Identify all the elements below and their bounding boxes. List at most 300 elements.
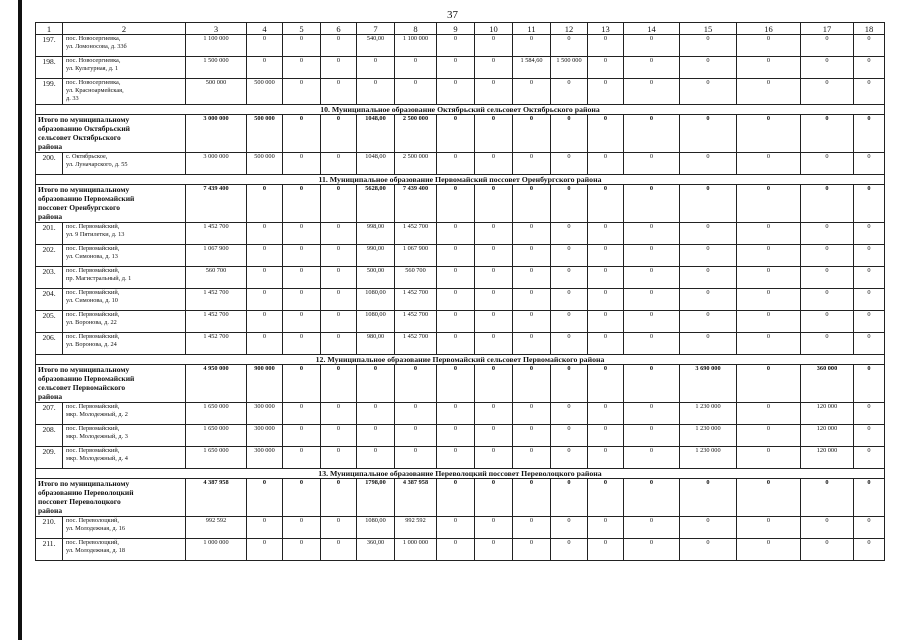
row-number: 209. — [36, 446, 63, 468]
value-cell: 0 — [737, 222, 801, 244]
value-cell: 0 — [247, 244, 283, 266]
subtotal-row — [36, 364, 885, 402]
value-cell: 3 000 000 — [186, 114, 247, 152]
row-number: 198. — [36, 57, 63, 79]
value-cell: 1048,00 — [357, 114, 395, 152]
value-cell: 1 584,60 — [513, 57, 551, 79]
value-cell: 0 — [624, 57, 680, 79]
value-cell: 1 500 000 — [186, 57, 247, 79]
value-cell: 0 — [475, 332, 513, 354]
value-cell: 1 100 000 — [186, 35, 247, 57]
column-number-cell: 4 — [247, 23, 283, 35]
table-row — [36, 402, 885, 424]
value-cell: 0 — [624, 79, 680, 105]
value-cell: 0 — [321, 244, 357, 266]
value-cell: 0 — [588, 364, 624, 402]
row-number: 208. — [36, 424, 63, 446]
address-line: ул. Красноармейская, — [66, 87, 124, 95]
value-cell: 0 — [854, 446, 885, 468]
subtotal-label-line: образованию Октябрьский — [38, 123, 130, 133]
address-cell — [63, 244, 186, 266]
value-cell: 0 — [680, 310, 737, 332]
value-cell: 0 — [588, 57, 624, 79]
table-row — [36, 35, 885, 57]
subtotal-label-line: Итого по муниципальному — [38, 364, 130, 374]
value-cell: 990,00 — [357, 244, 395, 266]
subtotal-label-line: района — [38, 141, 63, 151]
value-cell: 0 — [475, 79, 513, 105]
address-line: пос. Новосергиевка, — [66, 57, 121, 64]
value-cell: 0 — [854, 152, 885, 174]
value-cell: 0 — [854, 114, 885, 152]
value-cell: 0 — [551, 332, 588, 354]
value-cell: 0 — [513, 184, 551, 222]
value-cell: 0 — [680, 538, 737, 560]
value-cell: 0 — [588, 516, 624, 538]
address-line: пос. Новосергиевка, — [66, 35, 121, 42]
address-line: мкр. Молодежный, д. 2 — [66, 410, 128, 418]
value-cell: 0 — [395, 364, 437, 402]
value-cell: 0 — [624, 364, 680, 402]
value-cell: 0 — [437, 184, 475, 222]
value-cell: 0 — [854, 424, 885, 446]
table-row — [36, 538, 885, 560]
value-cell: 0 — [624, 478, 680, 516]
column-number-cell: 8 — [395, 23, 437, 35]
value-cell: 0 — [588, 446, 624, 468]
value-cell: 0 — [475, 478, 513, 516]
value-cell: 0 — [551, 114, 588, 152]
value-cell: 0 — [247, 266, 283, 288]
value-cell: 0 — [437, 446, 475, 468]
address-line: пос. Первомайский, — [66, 266, 120, 274]
value-cell: 0 — [321, 152, 357, 174]
value-cell: 3 690 000 — [680, 364, 737, 402]
value-cell: 0 — [437, 538, 475, 560]
value-cell: 0 — [624, 516, 680, 538]
value-cell: 998,00 — [357, 222, 395, 244]
value-cell: 1 452 700 — [186, 288, 247, 310]
value-cell: 0 — [801, 266, 854, 288]
value-cell: 0 — [475, 446, 513, 468]
section-title: 13. Муниципальное образование Переволоцкий поссовет Переволоцкого района — [36, 468, 885, 478]
value-cell: 0 — [854, 288, 885, 310]
value-cell: 0 — [437, 79, 475, 105]
value-cell: 0 — [588, 152, 624, 174]
value-cell: 0 — [247, 310, 283, 332]
address-line: пос. Новосергиевка, — [66, 79, 121, 86]
value-cell: 0 — [624, 332, 680, 354]
table-row — [36, 152, 885, 174]
value-cell: 0 — [475, 364, 513, 402]
value-cell: 0 — [854, 35, 885, 57]
value-cell: 1 650 000 — [186, 424, 247, 446]
value-cell: 0 — [437, 222, 475, 244]
value-cell: 0 — [475, 152, 513, 174]
value-cell: 0 — [437, 244, 475, 266]
value-cell: 0 — [801, 35, 854, 57]
address-line: ул. Луначарского, д. 55 — [66, 160, 128, 168]
value-cell: 120 000 — [801, 446, 854, 468]
column-number-row — [36, 23, 885, 35]
value-cell: 0 — [551, 244, 588, 266]
column-number-cell: 17 — [801, 23, 854, 35]
column-number-cell: 3 — [186, 23, 247, 35]
section-title: 11. Муниципальное образование Первомайский поссовет Оренбургского района — [36, 174, 885, 184]
address-line: ул. Воронова, д. 24 — [66, 340, 117, 348]
value-cell: 0 — [283, 184, 321, 222]
value-cell: 0 — [801, 222, 854, 244]
value-cell: 1080,00 — [357, 288, 395, 310]
value-cell: 0 — [513, 266, 551, 288]
value-cell: 0 — [513, 79, 551, 105]
address-line: пос. Переволоцкий, — [66, 516, 119, 524]
value-cell: 1 452 700 — [395, 310, 437, 332]
value-cell: 1080,00 — [357, 516, 395, 538]
value-cell: 1 452 700 — [186, 310, 247, 332]
value-cell: 0 — [680, 222, 737, 244]
value-cell: 0 — [680, 114, 737, 152]
value-cell: 0 — [475, 516, 513, 538]
row-number: 211. — [36, 538, 63, 560]
register-table — [35, 22, 885, 561]
value-cell: 0 — [737, 478, 801, 516]
value-cell: 0 — [437, 364, 475, 402]
value-cell: 4 950 000 — [186, 364, 247, 402]
value-cell: 5628,00 — [357, 184, 395, 222]
value-cell: 0 — [680, 35, 737, 57]
address-cell — [63, 310, 186, 332]
value-cell: 360,00 — [357, 538, 395, 560]
value-cell: 500 000 — [247, 79, 283, 105]
value-cell: 0 — [513, 332, 551, 354]
value-cell: 0 — [513, 244, 551, 266]
value-cell: 0 — [737, 266, 801, 288]
value-cell: 0 — [437, 152, 475, 174]
value-cell: 0 — [801, 114, 854, 152]
value-cell: 0 — [321, 538, 357, 560]
value-cell: 1 067 900 — [395, 244, 437, 266]
value-cell: 0 — [247, 516, 283, 538]
value-cell: 0 — [801, 516, 854, 538]
value-cell: 0 — [588, 310, 624, 332]
value-cell: 0 — [321, 266, 357, 288]
value-cell: 0 — [854, 266, 885, 288]
value-cell: 0 — [624, 35, 680, 57]
value-cell: 0 — [321, 424, 357, 446]
value-cell: 0 — [513, 478, 551, 516]
value-cell: 0 — [513, 35, 551, 57]
value-cell: 0 — [513, 364, 551, 402]
value-cell: 0 — [588, 244, 624, 266]
value-cell: 0 — [624, 288, 680, 310]
value-cell: 0 — [551, 446, 588, 468]
table-row — [36, 222, 885, 244]
value-cell: 0 — [475, 222, 513, 244]
address-line: с. Октябрьское, — [66, 152, 108, 160]
value-cell: 0 — [357, 57, 395, 79]
value-cell: 500 000 — [186, 79, 247, 105]
value-cell: 0 — [513, 402, 551, 424]
value-cell: 0 — [737, 332, 801, 354]
value-cell: 7 439 400 — [186, 184, 247, 222]
value-cell: 0 — [801, 310, 854, 332]
value-cell: 0 — [801, 79, 854, 105]
value-cell: 0 — [737, 424, 801, 446]
value-cell: 2 500 000 — [395, 114, 437, 152]
value-cell: 0 — [551, 184, 588, 222]
subtotal-label-line: Итого по муниципальному — [38, 478, 130, 488]
value-cell: 0 — [395, 79, 437, 105]
value-cell: 0 — [737, 57, 801, 79]
subtotal-label-line: Итого по муниципальному — [38, 184, 130, 194]
address-line: ул. Культурная, д. 1 — [66, 65, 119, 73]
subtotal-label-line: образованию Первомайский — [38, 373, 135, 383]
address-line: пос. Первомайский, — [66, 332, 120, 340]
value-cell: 0 — [624, 152, 680, 174]
subtotal-row — [36, 184, 885, 222]
value-cell: 1 500 000 — [551, 57, 588, 79]
address-line: ул. Симонова, д. 13 — [66, 252, 118, 260]
value-cell: 0 — [737, 364, 801, 402]
value-cell: 0 — [437, 35, 475, 57]
value-cell: 0 — [680, 332, 737, 354]
value-cell: 0 — [283, 244, 321, 266]
value-cell: 0 — [395, 446, 437, 468]
address-cell — [63, 266, 186, 288]
value-cell: 1 452 700 — [395, 222, 437, 244]
address-line: ул. Симонова, д. 10 — [66, 296, 118, 304]
value-cell: 0 — [283, 152, 321, 174]
value-cell: 0 — [737, 152, 801, 174]
value-cell: 0 — [395, 57, 437, 79]
value-cell: 0 — [513, 424, 551, 446]
value-cell: 1 100 000 — [395, 35, 437, 57]
value-cell: 360 000 — [801, 364, 854, 402]
value-cell: 2 500 000 — [395, 152, 437, 174]
value-cell: 0 — [357, 402, 395, 424]
value-cell: 0 — [801, 288, 854, 310]
value-cell: 1 230 000 — [680, 446, 737, 468]
subtotal-label — [36, 364, 186, 402]
value-cell: 0 — [737, 538, 801, 560]
value-cell: 0 — [513, 222, 551, 244]
value-cell: 0 — [247, 222, 283, 244]
value-cell: 0 — [624, 184, 680, 222]
value-cell: 0 — [737, 184, 801, 222]
row-number: 205. — [36, 310, 63, 332]
value-cell: 0 — [475, 310, 513, 332]
value-cell: 0 — [854, 57, 885, 79]
subtotal-label-line: сельсовет Октябрьского — [38, 132, 121, 142]
value-cell: 7 439 400 — [395, 184, 437, 222]
column-number-cell: 7 — [357, 23, 395, 35]
value-cell: 0 — [437, 310, 475, 332]
value-cell: 0 — [680, 152, 737, 174]
value-cell: 0 — [475, 57, 513, 79]
value-cell: 0 — [475, 538, 513, 560]
value-cell: 0 — [551, 35, 588, 57]
section-header-row — [36, 468, 885, 478]
value-cell: 1 000 000 — [395, 538, 437, 560]
value-cell: 0 — [247, 184, 283, 222]
value-cell: 0 — [588, 478, 624, 516]
value-cell: 1 452 700 — [395, 288, 437, 310]
subtotal-label — [36, 478, 186, 516]
value-cell: 0 — [475, 266, 513, 288]
value-cell: 0 — [854, 364, 885, 402]
value-cell: 980,00 — [357, 332, 395, 354]
value-cell: 0 — [437, 424, 475, 446]
table-row — [36, 446, 885, 468]
value-cell: 0 — [854, 332, 885, 354]
value-cell: 0 — [551, 310, 588, 332]
address-line: ул. Воронова, д. 22 — [66, 318, 117, 326]
value-cell: 0 — [737, 446, 801, 468]
value-cell: 0 — [283, 402, 321, 424]
value-cell: 0 — [680, 516, 737, 538]
value-cell: 560 700 — [395, 266, 437, 288]
value-cell: 0 — [283, 57, 321, 79]
value-cell: 0 — [588, 266, 624, 288]
column-number-cell: 9 — [437, 23, 475, 35]
row-number: 200. — [36, 152, 63, 174]
value-cell: 0 — [588, 35, 624, 57]
address-cell — [63, 35, 186, 57]
subtotal-label-line: района — [38, 505, 63, 515]
value-cell: 0 — [680, 244, 737, 266]
value-cell: 0 — [680, 266, 737, 288]
address-line: пр. Магистральный, д. 1 — [66, 274, 132, 282]
value-cell: 300 000 — [247, 402, 283, 424]
subtotal-label-line: сельсовет Первомайского — [38, 382, 126, 392]
column-number-cell: 10 — [475, 23, 513, 35]
value-cell: 0 — [854, 184, 885, 222]
column-number-cell: 13 — [588, 23, 624, 35]
section-title: 10. Муниципальное образование Октябрьский сельсовет Октябрьского района — [36, 104, 885, 114]
value-cell: 0 — [854, 402, 885, 424]
value-cell: 0 — [551, 424, 588, 446]
value-cell: 0 — [437, 402, 475, 424]
address-line: пос. Переволоцкий, — [66, 538, 119, 546]
subtotal-label-line: Итого по муниципальному — [38, 114, 130, 124]
value-cell: 0 — [513, 288, 551, 310]
value-cell: 560 700 — [186, 266, 247, 288]
column-number-cell: 12 — [551, 23, 588, 35]
value-cell: 992 592 — [395, 516, 437, 538]
column-number-cell: 6 — [321, 23, 357, 35]
value-cell: 0 — [680, 79, 737, 105]
value-cell: 0 — [247, 478, 283, 516]
subtotal-label — [36, 114, 186, 152]
subtotal-row — [36, 478, 885, 516]
row-number: 203. — [36, 266, 63, 288]
value-cell: 0 — [357, 446, 395, 468]
column-number-cell: 5 — [283, 23, 321, 35]
value-cell: 0 — [357, 79, 395, 105]
value-cell: 0 — [854, 538, 885, 560]
value-cell: 0 — [321, 57, 357, 79]
value-cell: 1 650 000 — [186, 446, 247, 468]
value-cell: 0 — [321, 79, 357, 105]
value-cell: 0 — [588, 332, 624, 354]
value-cell: 0 — [588, 538, 624, 560]
address-line: пос. Первомайский, — [66, 244, 120, 252]
address-line: ул. 9 Пятилетки, д. 13 — [66, 230, 125, 238]
value-cell: 0 — [737, 79, 801, 105]
value-cell: 120 000 — [801, 424, 854, 446]
address-cell — [63, 538, 186, 560]
value-cell: 0 — [551, 402, 588, 424]
value-cell: 0 — [680, 478, 737, 516]
address-line: д. 33 — [66, 95, 79, 103]
column-number-cell: 18 — [854, 23, 885, 35]
subtotal-label-line: поссовет Оренбургского — [38, 202, 120, 212]
value-cell: 1 000 000 — [186, 538, 247, 560]
row-number: 207. — [36, 402, 63, 424]
column-number-cell: 15 — [680, 23, 737, 35]
subtotal-label-line: района — [38, 211, 63, 221]
value-cell: 0 — [680, 57, 737, 79]
value-cell: 0 — [551, 152, 588, 174]
value-cell: 0 — [321, 35, 357, 57]
value-cell: 0 — [283, 364, 321, 402]
column-number-cell: 16 — [737, 23, 801, 35]
value-cell: 0 — [737, 244, 801, 266]
row-number: 197. — [36, 35, 63, 57]
table-row — [36, 57, 885, 79]
section-header-row — [36, 354, 885, 364]
value-cell: 0 — [247, 57, 283, 79]
value-cell: 0 — [283, 478, 321, 516]
value-cell: 0 — [801, 184, 854, 222]
value-cell: 0 — [737, 516, 801, 538]
value-cell: 0 — [513, 310, 551, 332]
value-cell: 0 — [854, 79, 885, 105]
value-cell: 0 — [624, 114, 680, 152]
address-line: мкр. Молодежный, д. 3 — [66, 432, 128, 440]
address-cell — [63, 288, 186, 310]
value-cell: 0 — [737, 288, 801, 310]
value-cell: 0 — [321, 114, 357, 152]
value-cell: 0 — [854, 222, 885, 244]
value-cell: 0 — [624, 222, 680, 244]
value-cell: 0 — [437, 478, 475, 516]
address-cell — [63, 402, 186, 424]
value-cell: 0 — [737, 35, 801, 57]
value-cell: 0 — [475, 114, 513, 152]
value-cell: 0 — [551, 516, 588, 538]
value-cell: 1048,00 — [357, 152, 395, 174]
value-cell: 0 — [854, 478, 885, 516]
value-cell: 0 — [475, 424, 513, 446]
value-cell: 540,00 — [357, 35, 395, 57]
value-cell: 0 — [854, 310, 885, 332]
subtotal-label-line: поссовет Переволоцкого — [38, 496, 121, 506]
value-cell: 0 — [321, 478, 357, 516]
address-cell — [63, 446, 186, 468]
value-cell: 0 — [624, 402, 680, 424]
value-cell: 3 000 000 — [186, 152, 247, 174]
value-cell: 0 — [551, 364, 588, 402]
value-cell: 0 — [283, 114, 321, 152]
address-cell — [63, 516, 186, 538]
table-row — [36, 244, 885, 266]
value-cell: 0 — [680, 288, 737, 310]
value-cell: 0 — [247, 538, 283, 560]
address-line: ул. Молодежная, д. 16 — [66, 524, 125, 532]
value-cell: 0 — [513, 516, 551, 538]
